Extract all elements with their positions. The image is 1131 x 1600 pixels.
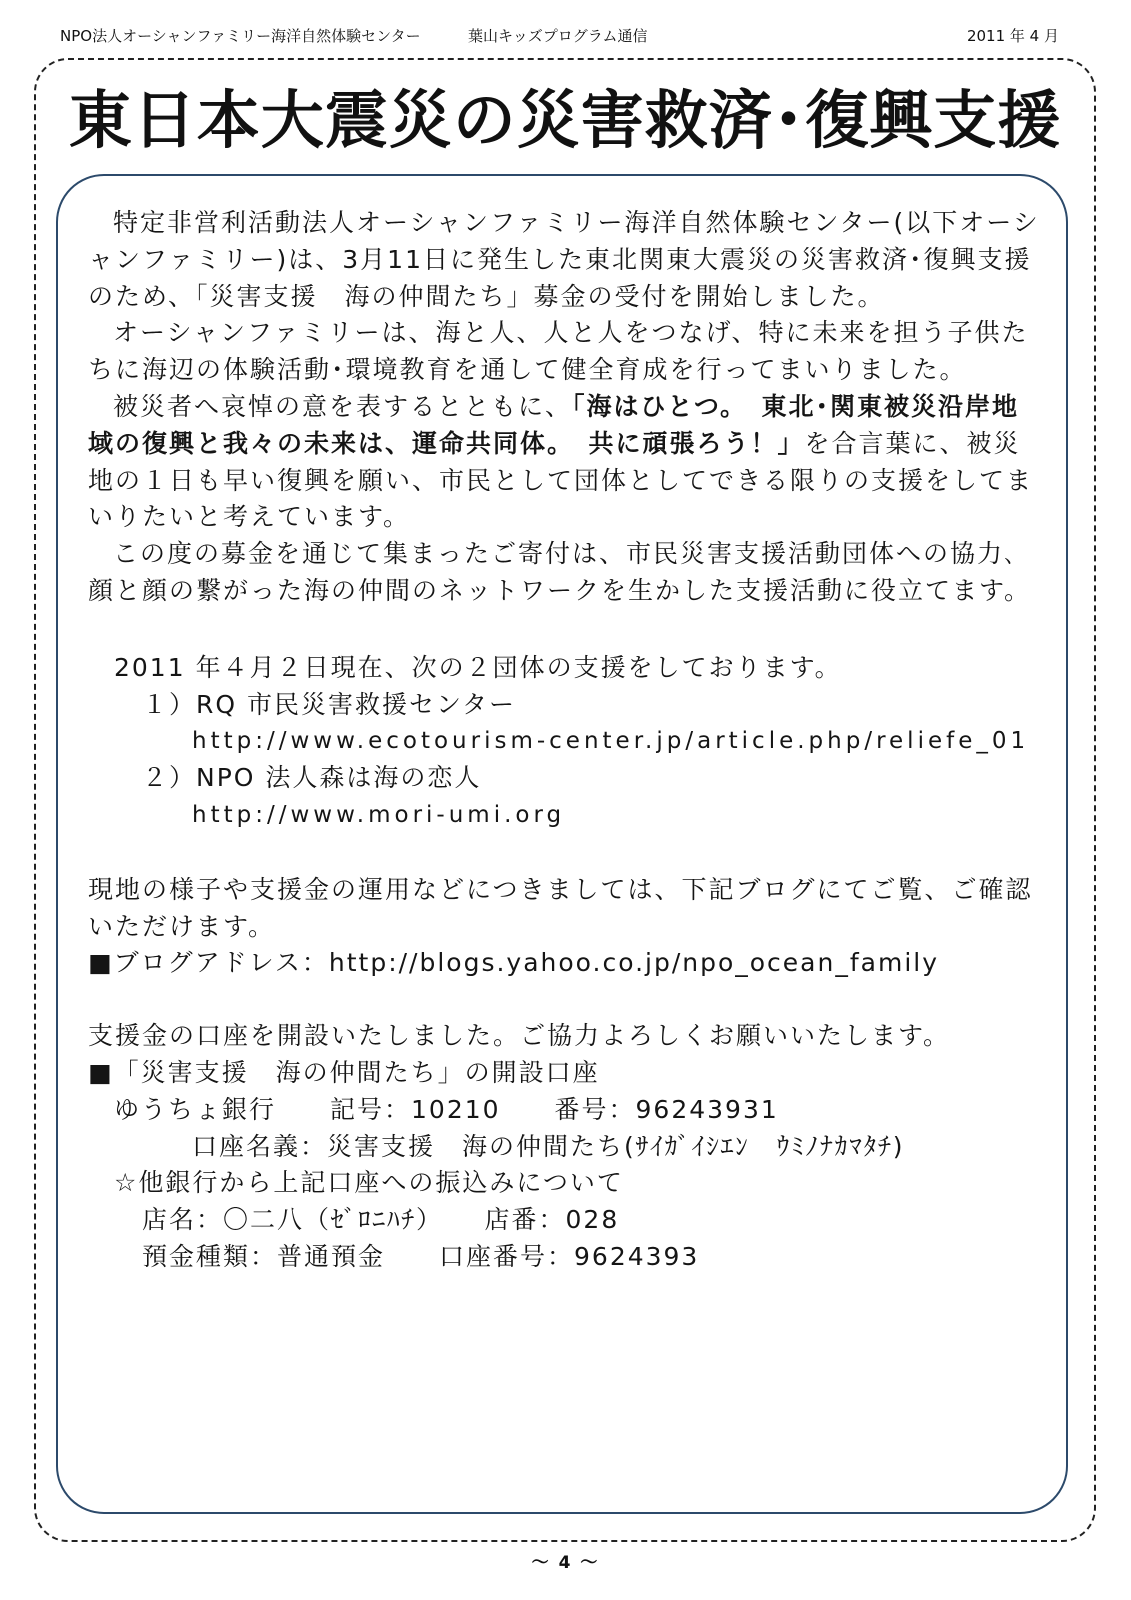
account-intro: 支援金の口座を開設いたしました。ご協力よろしくお願いいたします。 — [88, 1021, 951, 1051]
donation-use-paragraph: この度の募金を通じて集まったご寄付は、市民災害支援活動団体への協力､顔と顔の繋がった海の仲間のネットワークを生かした支援活動に役立てます。 — [88, 539, 1032, 605]
support-org-1: １）RQ 市民災害救援センター — [142, 689, 516, 719]
spacer — [88, 982, 1043, 1018]
intro-paragraph: 特定非営利活動法人オーシャンファミリー海洋自然体験センター(以下オーシャンファミリー)は、3月11日に発生した東北関東大震災の災害救済･復興支援のため、「災害支援 海の仲間たち」募金の受付を開始しました。 — [88, 208, 1040, 311]
condolence-tail: を合言葉に、被災地の１日も早い復興を願い、市民として団体としてできる限りの支援をしてまいりたいと考えています。 — [88, 428, 1034, 532]
header-publication: 葉山キッズプログラム通信 — [468, 27, 648, 45]
condolence-lead: 被災者へ哀悼の意を表するとともに、 — [113, 391, 573, 421]
mission-paragraph: オーシャンファミリーは、海と人、人と人をつなげ、特に未来を担う子供たちに海辺の体験活動･環境教育を通して健全育成を行ってまいりました。 — [88, 318, 1029, 385]
bank-line: ゆうちょ銀行 記号：10210 番号：96243931 — [114, 1094, 779, 1124]
branch-line: 店名：〇二八（ｾﾞﾛﾆﾊﾁ） 店番：028 — [142, 1205, 620, 1235]
account-type-line: 預金種類：普通預金 口座番号：9624393 — [142, 1241, 700, 1271]
slogan: 「海はひとつ。 東北･関東被災沿岸地域の復興と我々の未来は、運命共同体。 共に頑張ろう！」 — [88, 391, 1020, 458]
spacer — [88, 834, 1043, 872]
blog-address[interactable]: ■ブログアドレス：http://blogs.yahoo.co.jp/npo_ocean_family — [88, 948, 940, 978]
condolence-paragraph — [88, 389, 1043, 536]
page-title: 東日本大震災の災害救済･復興支援 — [68, 83, 1062, 157]
support-org-1-url[interactable]: http://www.ecotourism-center.jp/article.php/reliefe_01 — [192, 728, 1030, 755]
support-org-2-url[interactable]: http://www.mori-umi.org — [192, 801, 566, 828]
page-number: ～ 4 ～ — [531, 1553, 600, 1573]
spacer — [88, 610, 1043, 650]
support-intro: 2011 年４月２日現在、次の２団体の支援をしております。 — [114, 652, 842, 682]
header-org: NPO法人オーシャンファミリー海洋自然体験センター — [60, 27, 421, 45]
account-heading: ■「災害支援 海の仲間たち」の開設口座 — [88, 1057, 600, 1087]
support-org-2: ２）NPO 法人森は海の恋人 — [142, 763, 482, 793]
transfer-heading: ☆他銀行から上記口座への振込みについて — [114, 1168, 624, 1198]
blog-text: 現地の様子や支援金の運用などにつきましては、下記ブログにてご覧、ご確認いただけます。 — [88, 874, 1033, 941]
article-body — [88, 205, 1043, 1276]
holder-line: 口座名義：災害支援 海の仲間たち(ｻｲｶﾞｲｼｴﾝ ｳﾐﾉﾅｶﾏﾀﾁ) — [192, 1131, 905, 1161]
header-date: 2011 年 4 月 — [966, 27, 1059, 45]
